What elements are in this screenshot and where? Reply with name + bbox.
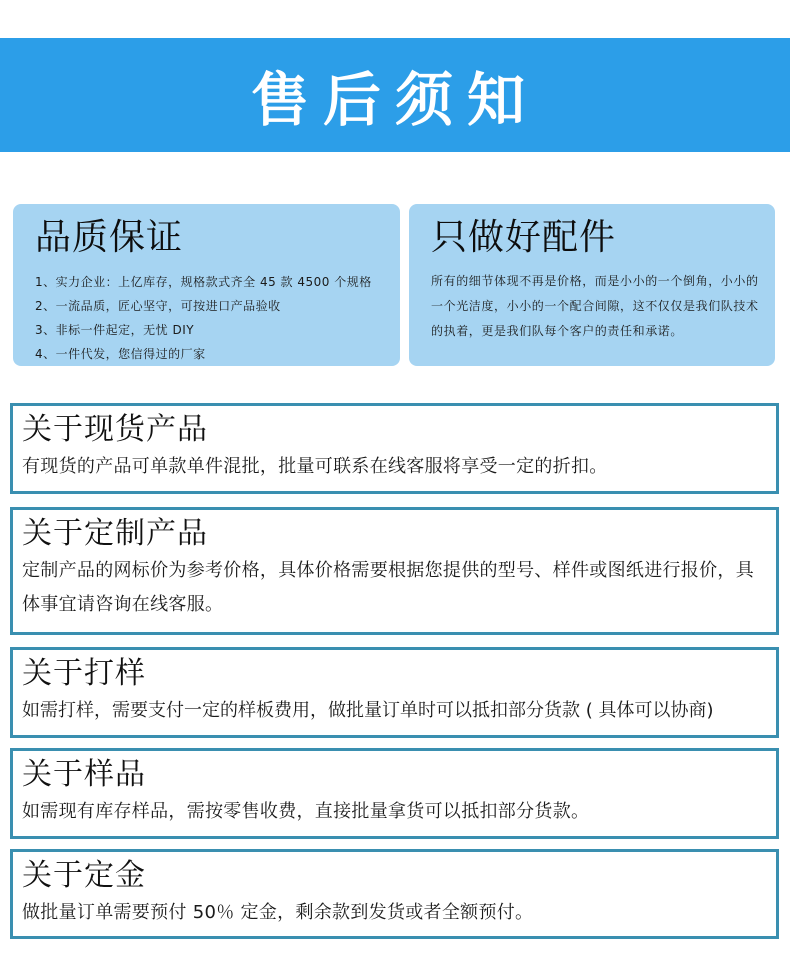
section-text: 定制产品的网标价为参考价格，具体价格需要根据您提供的型号、样件或图纸进行报价，具体事宜请咨询在线客服。 [22,560,754,615]
quality-card-title: 品质保证 [35,217,184,258]
header-banner [0,38,790,152]
list-item: 2、一流品质，匠心坚守，可按进口产品验收 [35,299,281,313]
page-title: 售后须知 [250,66,539,134]
section-deposit [10,849,779,939]
section-text: 做批量订单需要预付 50％ 定金，剩余款到发货或者全额预付。 [22,902,534,923]
section-samples [10,748,779,839]
parts-card [409,204,775,366]
section-title: 关于定金 [22,858,146,893]
list-item: 4、一件代发，您信得过的厂家 [35,347,206,361]
section-title: 关于样品 [22,757,146,792]
section-text: 如需现有库存样品，需按零售收费，直接批量拿货可以抵扣部分货款。 [22,801,590,822]
section-title: 关于定制产品 [22,516,208,551]
list-item: 1、实力企业：上亿库存，规格款式齐全 45 款 4500 个规格 [35,275,372,289]
section-text: 如需打样，需要支付一定的样板费用，做批量订单时可以抵扣部分货款 ( 具体可以协商) [22,700,714,721]
section-stock-products [10,403,779,494]
section-text: 有现货的产品可单款单件混批，批量可联系在线客服将享受一定的折扣。 [22,456,608,477]
section-custom-products [10,507,779,635]
section-title: 关于现货产品 [22,412,208,447]
quality-list [35,270,400,366]
quality-guarantee-card [13,204,400,366]
parts-card-title: 只做好配件 [431,217,617,258]
section-sampling [10,647,779,738]
section-title: 关于打样 [22,656,146,691]
parts-card-text: 所有的细节体现不再是价格，而是小小的一个倒角，小小的一个光洁度，小小的一个配合间隙，这不仅仅是我们队技术的执着，更是我们队每个客户的责任和承诺。 [431,274,759,338]
list-item: 3、非标一件起定，无忧 DIY [35,323,195,337]
